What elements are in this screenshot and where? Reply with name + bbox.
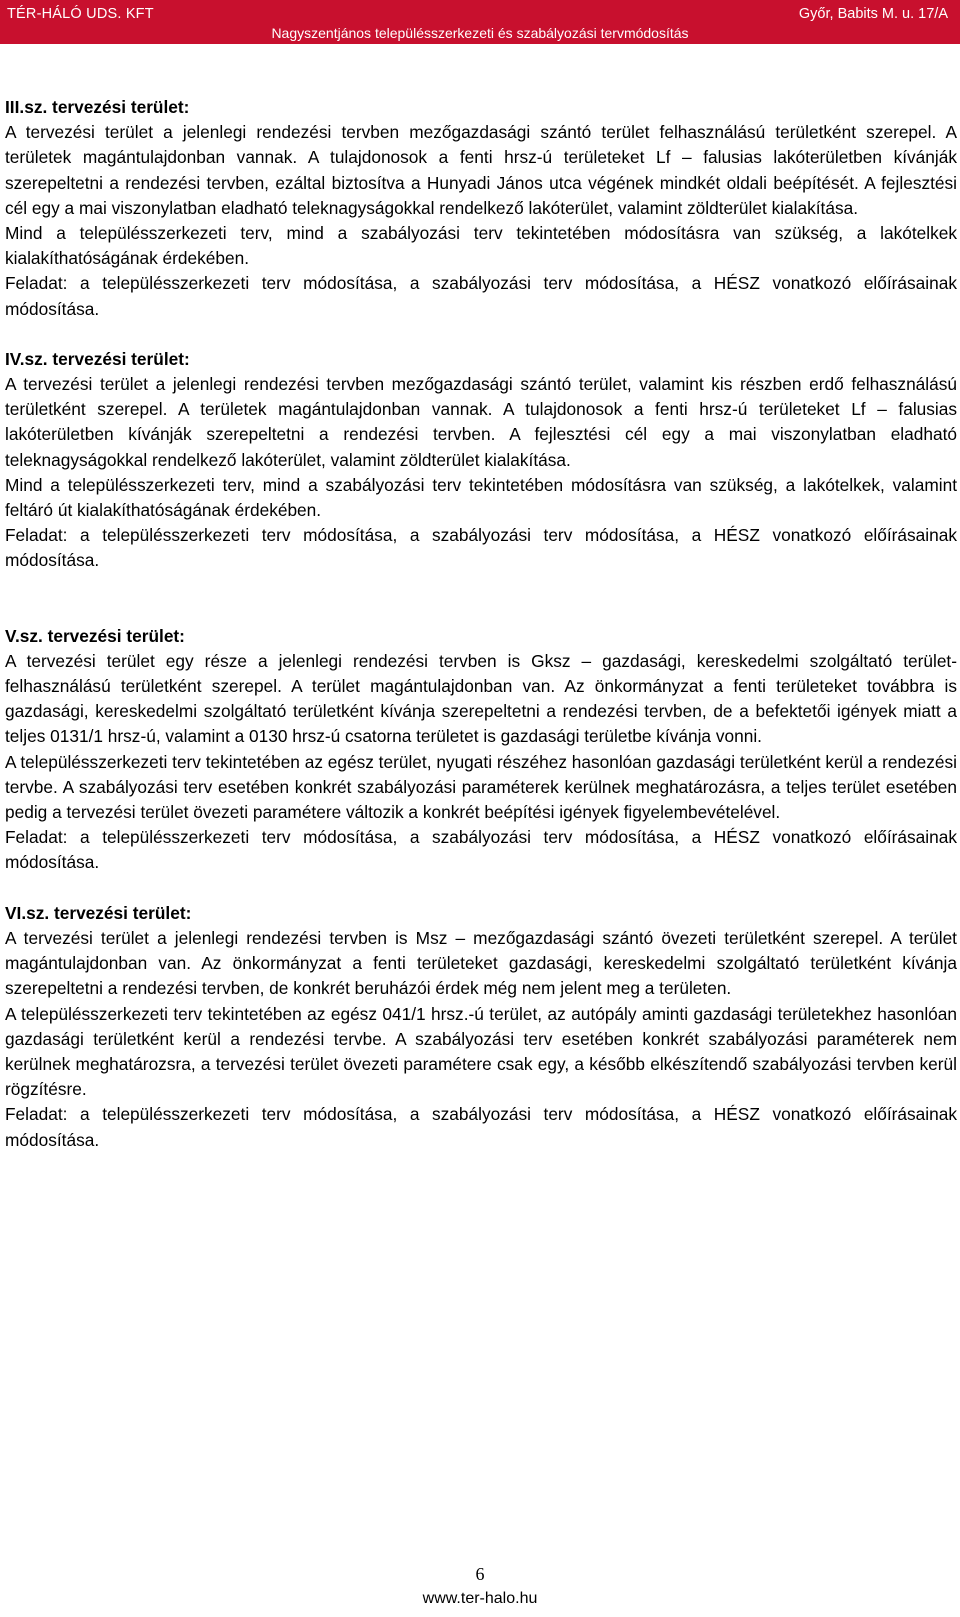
section-iv (5, 347, 957, 574)
company-name: TÉR-HÁLÓ UDS. KFT (7, 6, 154, 22)
website-link[interactable]: www.ter-halo.hu (422, 1590, 538, 1607)
paragraph: Mind a településszerkezeti terv, mind a szabályozási terv tekintetében módosításra van szükség, a lakótelkek kialakíthatóságának érdekében. (5, 223, 957, 269)
paragraph: Feladat: a településszerkezeti terv módosítása, a szabályozási terv módosítása, a HÉSZ vonatkozó előírásainak módosítása. (5, 1104, 957, 1150)
page-header (0, 0, 960, 44)
paragraph: A tervezési terület a jelenlegi rendezési tervben mezőgazdasági szántó terület felhasználású területként szerepel. A területek magántulajdonban vannak. A tulajdonosok a fenti hrsz-ú területeket Lf – falusias lakóterületben kívánják szerepeltetni a rendezési tervben, ezáltal biztosítva a Hunyadi János utca végének mindkét oldali beépítését. A fejlesztési cél egy a mai viszonylatban eladható teleknagyságokkal rendelkező lakóterület, valamint zöldterület kialakítása. (5, 122, 957, 218)
section-title: III.sz. tervezési terület: (5, 97, 190, 117)
paragraph: A tervezési terület a jelenlegi rendezési tervben mezőgazdasági szántó terület, valamint kis részben erdő felhasználású területként szerepel. A területek magántulajdonban vannak. A tulajdonosok a fenti hrsz-ú területeket Lf – falusias lakóterületben kívánják szerepeltetni a rendezési tervben. A fejlesztési cél egy a mai viszonylatban eladható teleknagyságokkal rendelkező lakóterület, valamint zöldterület kialakítása. (5, 374, 957, 470)
paragraph: A településszerkezeti terv tekintetében az egész 041/1 hrsz.-ú terület, az autópály aminti gazdasági területekhez hasonlóan gazdasági területként kerül a rendezési tervbe. A szabályozási terv esetében konkrét szabályozási paraméterek nem kerülnek meghatározsra, a tervezési terület övezeti paramétere csak egy, a később elkészítendő szabályozási tervben kerül rögzítésre. (5, 1003, 957, 1100)
paragraph: A tervezési terület egy része a jelenlegi rendezési tervben is Gksz – gazdasági, kereskedelmi szolgáltató terület-felhasználású területként szerepel. A terület magántulajdonban van. Az önkormányzat a fenti területeket továbbra is gazdasági, kereskedelmi szolgáltató területként kívánja szerepeltetni a rendezési tervben, de a befektetői igények miatt a teljes 0131/1 hrsz-ú, valamint a 0130 hrsz-ú csatorna területet is gazdasági területbe kívánja vonni. (5, 650, 957, 747)
page-number: 6 (475, 1564, 485, 1584)
paragraph: A tervezési terület a jelenlegi rendezési tervben is Msz – mezőgazdasági szántó övezeti területként szerepel. A terület magántulajdonban van. Az önkormányzat a fenti területeket gazdasági, kereskedelmi szolgáltató területként kívánja szerepeltetni a rendezési tervben, de konkrét beruházói érdek még nem jelent meg a területen. (5, 927, 957, 999)
paragraph: Feladat: a településszerkezeti terv módosítása, a szabályozási terv módosítása, a HÉSZ vonatkozó előírásainak módosítása. (5, 525, 957, 571)
document-title: Nagyszentjános településszerkezeti és szabályozási tervmódosítás (271, 25, 689, 41)
section-vi (5, 901, 957, 1153)
section-title: IV.sz. tervezési terület: (5, 348, 190, 369)
document-body (5, 95, 957, 1153)
section-title: V.sz. tervezési terület: (5, 625, 185, 646)
paragraph: A településszerkezeti terv tekintetében az egész terület, nyugati részéhez hasonlóan gazdasági területként kerül a rendezési tervbe. A szabályozási terv esetében konkrét szabályozási paraméterek kerülnek meghatározásra, a teljes terület esetében pedig a tervezési terület övezeti paramétere változik a konkrét beépítési igények figyelembevételével. (5, 751, 958, 823)
section-v (5, 624, 957, 876)
paragraph: Mind a településszerkezeti terv, mind a szabályozási terv tekintetében módosításra van szükség, a lakótelkek, valamint feltáró út kialakíthatóságának érdekében. (5, 474, 957, 521)
company-address: Győr, Babits M. u. 17/A (798, 6, 948, 22)
section-title: VI.sz. tervezési terület: (5, 902, 192, 923)
section-iii (5, 95, 957, 322)
paragraph: Feladat: a településszerkezeti terv módosítása, a szabályozási terv módosítása, a HÉSZ vonatkozó előírásainak módosítása. (5, 273, 957, 319)
paragraph: Feladat: a településszerkezeti terv módosítása, a szabályozási terv módosítása, a HÉSZ vonatkozó előírásainak módosítása. (5, 827, 957, 873)
